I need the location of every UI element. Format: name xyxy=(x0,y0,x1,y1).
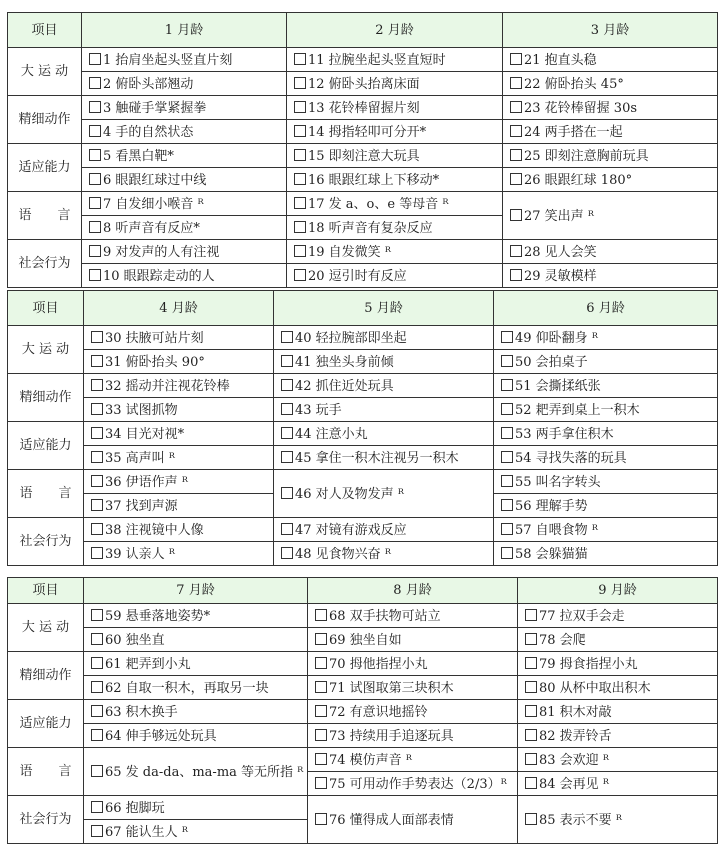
milestone-item[interactable]: 28 见人会笑 xyxy=(503,240,718,264)
milestone-item[interactable]: 74 模仿声音 ᴿ xyxy=(308,748,518,772)
checkbox-icon[interactable] xyxy=(510,269,522,281)
checkbox-icon[interactable] xyxy=(501,451,513,463)
checkbox-icon[interactable] xyxy=(89,149,101,161)
checkbox-icon[interactable] xyxy=(281,331,293,343)
category-social: 社会行为 xyxy=(8,796,84,844)
milestone-item[interactable]: 72 有意识地摇铃 xyxy=(308,700,518,724)
milestone-item[interactable]: 41 独坐头身前倾 xyxy=(274,350,494,374)
milestone-item[interactable]: 64 伸手够远处玩具 xyxy=(84,724,308,748)
checkbox-icon[interactable] xyxy=(91,609,103,621)
milestone-item[interactable]: 84 会再见 ᴿ xyxy=(518,772,718,796)
milestone-item[interactable]: 69 独坐自如 xyxy=(308,628,518,652)
milestone-item[interactable]: 27 笑出声 ᴿ xyxy=(503,192,718,240)
category-gross-motor: 大 运 动 xyxy=(8,326,84,374)
milestone-item[interactable]: 39 认亲人 ᴿ xyxy=(84,542,274,566)
checkbox-icon[interactable] xyxy=(91,499,103,511)
checkbox-icon[interactable] xyxy=(525,633,537,645)
checkbox-icon[interactable] xyxy=(315,633,327,645)
checkbox-icon[interactable] xyxy=(315,681,327,693)
category-adaptive: 适应能力 xyxy=(8,144,82,192)
milestone-item[interactable]: 78 会爬 xyxy=(518,628,718,652)
milestone-item[interactable]: 43 玩手 xyxy=(274,398,494,422)
milestone-item[interactable]: 50 会拍桌子 xyxy=(494,350,718,374)
milestone-item[interactable]: 15 即刻注意大玩具 xyxy=(287,144,503,168)
milestone-item[interactable]: 46 对人及物发声 ᴿ xyxy=(274,470,494,518)
milestone-item[interactable]: 44 注意小丸 xyxy=(274,422,494,446)
milestone-item[interactable]: 42 抓住近处玩具 xyxy=(274,374,494,398)
milestone-item[interactable]: 12 俯卧头抬离床面 xyxy=(287,72,503,96)
milestone-item[interactable]: 62 自取一积木，再取另一块 xyxy=(84,676,308,700)
checkbox-icon[interactable] xyxy=(510,77,522,89)
category-social: 社会行为 xyxy=(8,240,82,288)
milestone-item[interactable]: 51 会撕揉纸张 xyxy=(494,374,718,398)
milestone-item[interactable]: 71 试图取第三块积木 xyxy=(308,676,518,700)
milestone-item[interactable]: 38 注视镜中人像 xyxy=(84,518,274,542)
milestone-item[interactable]: 66 抱脚玩 xyxy=(84,796,308,820)
milestone-item[interactable]: 82 拨弄铃舌 xyxy=(518,724,718,748)
milestone-item[interactable]: 67 能认生人 ᴿ xyxy=(84,820,308,844)
category-gross-motor: 大 运 动 xyxy=(8,604,84,652)
checkbox-icon[interactable] xyxy=(91,523,103,535)
checkbox-icon[interactable] xyxy=(91,705,103,717)
milestone-item[interactable]: 26 眼跟红球 180° xyxy=(503,168,718,192)
checkbox-icon[interactable] xyxy=(510,209,522,221)
milestone-item[interactable]: 21 抱直头稳 xyxy=(503,48,718,72)
checkbox-icon[interactable] xyxy=(525,681,537,693)
checkbox-icon[interactable] xyxy=(525,729,537,741)
milestone-item[interactable]: 48 见食物兴奋 ᴿ xyxy=(274,542,494,566)
category-language: 语 言 xyxy=(8,192,82,240)
checkbox-icon[interactable] xyxy=(91,681,103,693)
category-fine-motor: 精细动作 xyxy=(8,652,84,700)
milestone-item[interactable]: 54 寻找失落的玩具 xyxy=(494,446,718,470)
checkbox-icon[interactable] xyxy=(501,523,513,535)
checkbox-icon[interactable] xyxy=(91,355,103,367)
checkbox-icon[interactable] xyxy=(510,101,522,113)
milestone-item[interactable]: 18 听声音有复杂反应 xyxy=(287,216,503,240)
milestone-item[interactable]: 61 耙弄到小丸 xyxy=(84,652,308,676)
checkbox-icon[interactable] xyxy=(89,101,101,113)
milestone-item[interactable]: 73 持续用手追逐玩具 xyxy=(308,724,518,748)
checkbox-icon[interactable] xyxy=(525,705,537,717)
milestone-item[interactable]: 3 触碰手掌紧握拳 xyxy=(82,96,287,120)
checkbox-icon[interactable] xyxy=(294,173,306,185)
checkbox-icon[interactable] xyxy=(510,173,522,185)
checkbox-icon[interactable] xyxy=(294,125,306,137)
milestone-item[interactable]: 16 眼跟红球上下移动* xyxy=(287,168,503,192)
milestone-item[interactable]: 22 俯卧抬头 45° xyxy=(503,72,718,96)
category-fine-motor: 精细动作 xyxy=(8,374,84,422)
checkbox-icon[interactable] xyxy=(294,101,306,113)
milestone-item[interactable]: 25 即刻注意胸前玩具 xyxy=(503,144,718,168)
milestone-item[interactable]: 58 会躲猫猫 xyxy=(494,542,718,566)
checkbox-icon[interactable] xyxy=(91,801,103,813)
category-adaptive: 适应能力 xyxy=(8,700,84,748)
milestone-item[interactable]: 9 对发声的人有注视 xyxy=(82,240,287,264)
checkbox-icon[interactable] xyxy=(89,77,101,89)
checkbox-icon[interactable] xyxy=(294,245,306,257)
checkbox-icon[interactable] xyxy=(501,355,513,367)
milestone-item[interactable]: 34 目光对视* xyxy=(84,422,274,446)
checkbox-icon[interactable] xyxy=(525,753,537,765)
checkbox-icon[interactable] xyxy=(501,331,513,343)
milestone-item[interactable]: 20 逗引时有反应 xyxy=(287,264,503,288)
checkbox-icon[interactable] xyxy=(91,451,103,463)
milestone-item[interactable]: 56 理解手势 xyxy=(494,494,718,518)
milestone-item[interactable]: 76 懂得成人面部表情 xyxy=(308,796,518,844)
milestone-item[interactable]: 55 叫名字转头 xyxy=(494,470,718,494)
checkbox-icon[interactable] xyxy=(510,149,522,161)
age-header: 9 月龄 xyxy=(518,578,718,604)
checkbox-icon[interactable] xyxy=(281,379,293,391)
checkbox-icon[interactable] xyxy=(281,487,293,499)
milestone-item[interactable]: 77 拉双手会走 xyxy=(518,604,718,628)
checkbox-icon[interactable] xyxy=(91,427,103,439)
milestone-item[interactable]: 70 拇他指捏小丸 xyxy=(308,652,518,676)
milestone-item[interactable]: 7 自发细小喉音 ᴿ xyxy=(82,192,287,216)
milestone-item[interactable]: 75 可用动作手势表达（2/3）ᴿ xyxy=(308,772,518,796)
category-header: 项目 xyxy=(8,578,84,604)
checkbox-icon[interactable] xyxy=(501,403,513,415)
milestone-item[interactable]: 35 高声叫 ᴿ xyxy=(84,446,274,470)
milestone-item[interactable]: 14 拇指轻叩可分开* xyxy=(287,120,503,144)
age-header: 6 月龄 xyxy=(494,291,718,326)
milestone-item[interactable]: 10 眼跟踪走动的人 xyxy=(82,264,287,288)
category-gross-motor: 大 运 动 xyxy=(8,48,82,96)
milestone-item[interactable]: 4 手的自然状态 xyxy=(82,120,287,144)
category-header: 项目 xyxy=(8,291,84,326)
milestone-item[interactable]: 32 摇动并注视花铃棒 xyxy=(84,374,274,398)
milestone-item[interactable]: 29 灵敏模样 xyxy=(503,264,718,288)
age-header: 1 月龄 xyxy=(82,13,287,48)
checkbox-icon[interactable] xyxy=(91,765,103,777)
checkbox-icon[interactable] xyxy=(281,427,293,439)
checkbox-icon[interactable] xyxy=(525,657,537,669)
checkbox-icon[interactable] xyxy=(315,813,327,825)
milestone-item[interactable]: 53 两手拿住积木 xyxy=(494,422,718,446)
milestone-item[interactable]: 30 扶腋可站片刻 xyxy=(84,326,274,350)
checkbox-icon[interactable] xyxy=(89,173,101,185)
milestone-item[interactable]: 5 看黑白靶* xyxy=(82,144,287,168)
checkbox-icon[interactable] xyxy=(91,379,103,391)
checkbox-icon[interactable] xyxy=(294,221,306,233)
checkbox-icon[interactable] xyxy=(91,729,103,741)
checkbox-icon[interactable] xyxy=(501,547,513,559)
checkbox-icon[interactable] xyxy=(525,777,537,789)
milestone-item[interactable]: 49 仰卧翻身 ᴿ xyxy=(494,326,718,350)
checkbox-icon[interactable] xyxy=(315,777,327,789)
section-1-table xyxy=(7,12,718,288)
milestone-item[interactable]: 80 从杯中取出积木 xyxy=(518,676,718,700)
category-adaptive: 适应能力 xyxy=(8,422,84,470)
checkbox-icon[interactable] xyxy=(89,245,101,257)
milestone-item[interactable]: 11 拉腕坐起头竖直短时 xyxy=(287,48,503,72)
checkbox-icon[interactable] xyxy=(89,125,101,137)
checkbox-icon[interactable] xyxy=(315,729,327,741)
milestone-item[interactable]: 24 两手搭在一起 xyxy=(503,120,718,144)
checkbox-icon[interactable] xyxy=(315,753,327,765)
category-fine-motor: 精细动作 xyxy=(8,96,82,144)
milestone-item[interactable]: 23 花铃棒留握 30s xyxy=(503,96,718,120)
category-language: 语 言 xyxy=(8,748,84,796)
checkbox-icon[interactable] xyxy=(315,657,327,669)
category-header: 项目 xyxy=(8,13,82,48)
checkbox-icon[interactable] xyxy=(315,609,327,621)
checkbox-icon[interactable] xyxy=(501,427,513,439)
checkbox-icon[interactable] xyxy=(501,475,513,487)
checkbox-icon[interactable] xyxy=(89,221,101,233)
checkbox-icon[interactable] xyxy=(294,53,306,65)
checkbox-icon[interactable] xyxy=(501,379,513,391)
checkbox-icon[interactable] xyxy=(294,269,306,281)
milestone-item[interactable]: 13 花铃棒留握片刻 xyxy=(287,96,503,120)
milestone-item[interactable]: 57 自喂食物 ᴿ xyxy=(494,518,718,542)
age-header: 4 月龄 xyxy=(84,291,274,326)
checkbox-icon[interactable] xyxy=(294,77,306,89)
checkbox-icon[interactable] xyxy=(281,523,293,535)
milestone-item[interactable]: 47 对镜有游戏反应 xyxy=(274,518,494,542)
checkbox-icon[interactable] xyxy=(89,53,101,65)
milestone-item[interactable]: 2 俯卧头部翘动 xyxy=(82,72,287,96)
section-3-table xyxy=(7,577,718,844)
category-social: 社会行为 xyxy=(8,518,84,566)
checkbox-icon[interactable] xyxy=(281,403,293,415)
checkbox-icon[interactable] xyxy=(294,197,306,209)
checkbox-icon[interactable] xyxy=(510,53,522,65)
checkbox-icon[interactable] xyxy=(525,609,537,621)
milestone-item[interactable]: 85 表示不要 ᴿ xyxy=(518,796,718,844)
checkbox-icon[interactable] xyxy=(91,403,103,415)
milestone-item[interactable]: 63 积木换手 xyxy=(84,700,308,724)
milestone-item[interactable]: 79 拇食指捏小丸 xyxy=(518,652,718,676)
milestone-item[interactable]: 19 自发微笑 ᴿ xyxy=(287,240,503,264)
checkbox-icon[interactable] xyxy=(91,475,103,487)
checkbox-icon[interactable] xyxy=(510,125,522,137)
milestone-item[interactable]: 31 俯卧抬头 90° xyxy=(84,350,274,374)
checkbox-icon[interactable] xyxy=(91,331,103,343)
milestone-item[interactable]: 33 试图抓物 xyxy=(84,398,274,422)
checkbox-icon[interactable] xyxy=(510,245,522,257)
milestone-item[interactable]: 36 伊语作声 ᴿ xyxy=(84,470,274,494)
age-header: 3 月龄 xyxy=(503,13,718,48)
milestone-item[interactable]: 45 拿住一积木注视另一积木 xyxy=(274,446,494,470)
milestone-item[interactable]: 52 耙弄到桌上一积木 xyxy=(494,398,718,422)
checkbox-icon[interactable] xyxy=(281,355,293,367)
checkbox-icon[interactable] xyxy=(91,657,103,669)
milestone-item[interactable]: 60 独坐直 xyxy=(84,628,308,652)
checkbox-icon[interactable] xyxy=(89,269,101,281)
milestone-item[interactable]: 83 会欢迎 ᴿ xyxy=(518,748,718,772)
age-header: 2 月龄 xyxy=(287,13,503,48)
age-header: 5 月龄 xyxy=(274,291,494,326)
checkbox-icon[interactable] xyxy=(281,451,293,463)
age-header: 7 月龄 xyxy=(84,578,308,604)
checkbox-icon[interactable] xyxy=(91,633,103,645)
milestone-item[interactable]: 40 轻拉腕部即坐起 xyxy=(274,326,494,350)
milestone-item[interactable]: 1 抬肩坐起头竖直片刻 xyxy=(82,48,287,72)
checkbox-icon[interactable] xyxy=(501,499,513,511)
section-2-table xyxy=(7,290,718,566)
checkbox-icon[interactable] xyxy=(281,547,293,559)
milestone-item[interactable]: 81 积木对敲 xyxy=(518,700,718,724)
milestone-item[interactable]: 8 听声音有反应* xyxy=(82,216,287,240)
checkbox-icon[interactable] xyxy=(89,197,101,209)
checkbox-icon[interactable] xyxy=(91,825,103,837)
checkbox-icon[interactable] xyxy=(294,149,306,161)
milestone-item[interactable]: 17 发 a、o、e 等母音 ᴿ xyxy=(287,192,503,216)
milestone-item[interactable]: 37 找到声源 xyxy=(84,494,274,518)
milestone-item[interactable]: 65 发 da-da、ma-ma 等无所指 ᴿ xyxy=(84,748,308,796)
category-language: 语 言 xyxy=(8,470,84,518)
milestone-item[interactable]: 59 悬垂落地姿势* xyxy=(84,604,308,628)
checkbox-icon[interactable] xyxy=(525,813,537,825)
checkbox-icon[interactable] xyxy=(91,547,103,559)
milestone-item[interactable]: 68 双手扶物可站立 xyxy=(308,604,518,628)
checkbox-icon[interactable] xyxy=(315,705,327,717)
age-header: 8 月龄 xyxy=(308,578,518,604)
milestone-item[interactable]: 6 眼跟红球过中线 xyxy=(82,168,287,192)
